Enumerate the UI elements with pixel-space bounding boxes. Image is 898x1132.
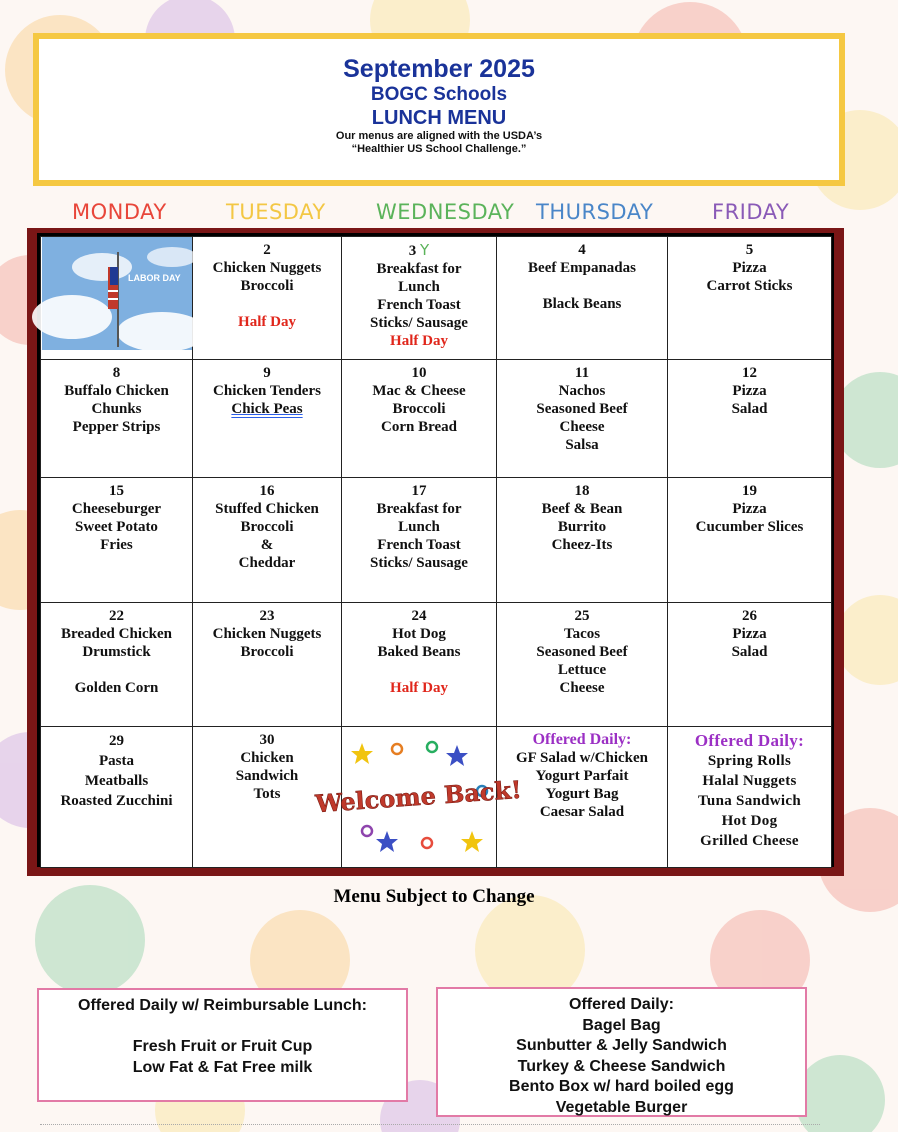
date-number: 8 — [112, 365, 121, 381]
menu-item: Pizza — [732, 383, 767, 399]
menu-item: Meatballs — [84, 773, 149, 789]
box-item: Sunbutter & Jelly Sandwich — [516, 1037, 727, 1054]
menu-item: Sweet Potato — [75, 519, 158, 535]
menu-item: Cheese — [559, 419, 605, 435]
menu-item: Chick Peas — [231, 401, 303, 417]
menu-item: Salsa — [565, 437, 599, 453]
menu-item: Lettuce — [557, 662, 607, 678]
box-title: Offered Daily w/ Reimbursable Lunch: — [78, 997, 367, 1014]
menu-item: Hot Dog — [392, 626, 446, 642]
week-row-1 — [41, 237, 832, 360]
menu-item: Sticks/ Sausage — [370, 315, 468, 331]
box-item: Bagel Bag — [582, 1016, 661, 1034]
offered-daily-reimbursable-box — [37, 988, 408, 1102]
date-number: 12 — [742, 365, 757, 381]
date-number: 23 — [259, 608, 275, 624]
menu-item: Pepper Strips — [72, 419, 161, 435]
menu-item: Chicken — [240, 750, 294, 766]
date-number: 10 — [411, 365, 427, 381]
menu-item: Hot Dog — [721, 813, 778, 829]
menu-item: Buffalo Chicken — [64, 383, 169, 399]
menu-cell-sep-11 — [497, 360, 668, 478]
menu-item: Sandwich — [235, 768, 299, 784]
day-label-wednesday: WEDNESDAY — [376, 200, 515, 224]
menu-item: Cheeseburger — [71, 501, 162, 517]
menu-item: Breakfast for — [376, 501, 462, 517]
date-number: 11 — [574, 365, 590, 381]
date-number: 16 — [259, 483, 275, 499]
menu-item: GF Salad w/Chicken — [516, 750, 648, 766]
box-item: Low Fat & Fat Free milk — [132, 1058, 313, 1076]
menu-item: Caesar Salad — [539, 804, 625, 820]
menu-item: Seasoned Beef — [536, 401, 628, 417]
date-number: 25 — [574, 608, 590, 624]
menu-cell-sep-26 — [668, 603, 832, 727]
menu-item: Pizza — [732, 501, 767, 517]
date-number: 22 — [109, 608, 124, 624]
menu-item: Yogurt Bag — [545, 786, 619, 802]
welcome-back-caption: Welcome Back! — [313, 774, 522, 819]
half-day-label: Half Day — [238, 314, 296, 330]
box-title: Offered Daily: — [569, 996, 674, 1013]
menu-item: Salad — [731, 401, 768, 417]
menu-cell-sep-17 — [342, 478, 497, 603]
menu-cell-sep-8 — [41, 360, 193, 478]
date-number: 15 — [109, 483, 124, 499]
menu-item: Grilled Cheese — [700, 833, 799, 849]
offered-daily-cell-thursday — [497, 727, 668, 868]
menu-item: Cheese — [559, 680, 605, 696]
menu-item: Spring Rolls — [707, 753, 792, 769]
half-day-label: Half Day — [390, 333, 448, 349]
menu-item: Pizza — [732, 626, 767, 642]
offered-daily-title: Offered Daily: — [694, 731, 805, 750]
menu-cell-sep-29 — [41, 727, 193, 868]
box-item: Fresh Fruit or Fruit Cup — [132, 1038, 313, 1055]
menu-item: Nachos — [558, 383, 606, 399]
menu-item: Salad — [731, 644, 768, 660]
menu-disclaimer: Menu Subject to Change — [333, 886, 535, 907]
week-row-5 — [41, 727, 832, 868]
menu-cell-sep-15 — [41, 478, 193, 603]
date-number: 4 — [578, 242, 586, 258]
menu-item: Corn Bread — [381, 419, 457, 435]
menu-item: Broccoli — [240, 519, 294, 535]
calendar-grid — [40, 236, 832, 868]
labor-day-caption: LABOR DAY — [127, 273, 181, 283]
usda-note-line2: “Healthier US School Challenge.” — [351, 143, 527, 155]
date-mark: Y — [420, 241, 430, 259]
date-number: 29 — [109, 733, 124, 749]
menu-item: Seasoned Beef — [536, 644, 628, 660]
menu-cell-sep-10 — [342, 360, 497, 478]
date-number: 17 — [411, 483, 427, 499]
menu-item: Mac & Cheese — [372, 383, 466, 399]
menu-item: Stuffed Chicken — [215, 501, 319, 517]
menu-item: Tuna Sandwich — [698, 793, 801, 809]
menu-item: Baked Beans — [377, 644, 461, 660]
menu-cell-sep-23 — [193, 603, 342, 727]
labor-day-cell — [41, 237, 193, 360]
menu-item: Golden Corn — [74, 680, 159, 696]
menu-month-title: September 2025 — [343, 55, 535, 83]
welcome-back-cell — [313, 727, 522, 868]
offered-daily-title: Offered Daily: — [532, 731, 632, 748]
menu-item: Fries — [100, 537, 133, 553]
menu-item: Lunch — [398, 279, 440, 295]
menu-item: Broccoli — [392, 401, 446, 417]
menu-item: Chicken Nuggets — [212, 260, 322, 276]
menu-item: Cheez-Its — [551, 537, 613, 553]
menu-item: Cheddar — [238, 555, 296, 571]
date-number: 5 — [745, 242, 754, 258]
menu-item: Broccoli — [240, 278, 294, 294]
date-number: 19 — [742, 483, 757, 499]
labor-day-image — [42, 237, 192, 350]
box-item: Vegetable Burger — [555, 1098, 688, 1116]
day-label-friday: FRIDAY — [712, 200, 790, 224]
school-name: BOGC Schools — [370, 84, 508, 105]
menu-cell-sep-12 — [668, 360, 832, 478]
half-day-label: Half Day — [390, 680, 448, 696]
menu-item: Lunch — [398, 519, 440, 535]
day-label-tuesday: TUESDAY — [226, 200, 326, 224]
menu-item: French Toast — [377, 537, 461, 553]
menu-item: Pizza — [732, 260, 767, 276]
offered-daily-cell-friday — [668, 727, 832, 868]
date-number: 30 — [259, 732, 275, 748]
box-item: Turkey & Cheese Sandwich — [517, 1057, 726, 1075]
menu-item: & — [260, 537, 274, 553]
menu-cell-sep-16 — [193, 478, 342, 603]
menu-item: Cucumber Slices — [695, 519, 804, 535]
week-row-4 — [41, 603, 832, 727]
menu-item: Burrito — [557, 519, 607, 535]
date-number: 26 — [742, 608, 757, 624]
menu-cell-sep-25 — [497, 603, 668, 727]
menu-item: Tots — [253, 786, 281, 802]
menu-item: Chunks — [91, 401, 142, 417]
offered-daily-alternates-box — [436, 987, 807, 1117]
menu-item: Halal Nuggets — [702, 773, 797, 789]
menu-header — [33, 33, 845, 186]
menu-item: Beef Empanadas — [528, 260, 636, 276]
weekday-header-row — [0, 200, 898, 230]
menu-item: Beef & Bean — [541, 501, 623, 517]
menu-item: Carrot Sticks — [706, 278, 793, 294]
menu-cell-sep-19 — [668, 478, 832, 603]
menu-item: Sticks/ Sausage — [370, 555, 468, 571]
menu-cell-sep-4 — [497, 237, 668, 360]
day-label-thursday: THURSDAY — [536, 200, 654, 224]
week-row-2 — [41, 360, 832, 478]
menu-cell-sep-24 — [342, 603, 497, 727]
menu-item: Roasted Zucchini — [60, 793, 173, 809]
menu-cell-sep-18 — [497, 478, 668, 603]
menu-title: LUNCH MENU — [371, 107, 507, 129]
menu-cell-sep-2 — [193, 237, 342, 360]
footer-fine-print-line — [40, 1124, 820, 1129]
menu-cell-sep-5 — [668, 237, 832, 360]
menu-item: Yogurt Parfait — [535, 768, 629, 784]
menu-item: Breaded Chicken — [61, 626, 172, 642]
menu-item: French Toast — [377, 297, 461, 313]
menu-item: Pasta — [99, 753, 134, 769]
date-number: 3 — [408, 243, 417, 259]
welcome-back-image — [313, 731, 522, 859]
menu-item: Black Beans — [542, 296, 622, 312]
menu-item: Chicken Tenders — [213, 383, 321, 399]
date-number: 24 — [411, 608, 427, 624]
menu-item: Chicken Nuggets — [212, 626, 322, 642]
date-number: 9 — [263, 365, 271, 381]
calendar-frame — [27, 228, 844, 876]
menu-cell-sep-9 — [193, 360, 342, 478]
date-number: 2 — [263, 242, 271, 258]
day-label-monday: MONDAY — [72, 200, 167, 224]
menu-item: Breakfast for — [376, 261, 462, 277]
menu-item: Drumstick — [82, 644, 151, 660]
menu-item: Broccoli — [240, 644, 294, 660]
menu-cell-sep-22 — [41, 603, 193, 727]
menu-item: Tacos — [563, 626, 601, 642]
date-number: 18 — [574, 483, 590, 499]
week-row-3 — [41, 478, 832, 603]
usda-note-line1: Our menus are aligned with the USDA’s — [335, 130, 543, 142]
menu-cell-sep-3 — [342, 237, 497, 360]
box-item: Bento Box w/ hard boiled egg — [509, 1078, 734, 1095]
